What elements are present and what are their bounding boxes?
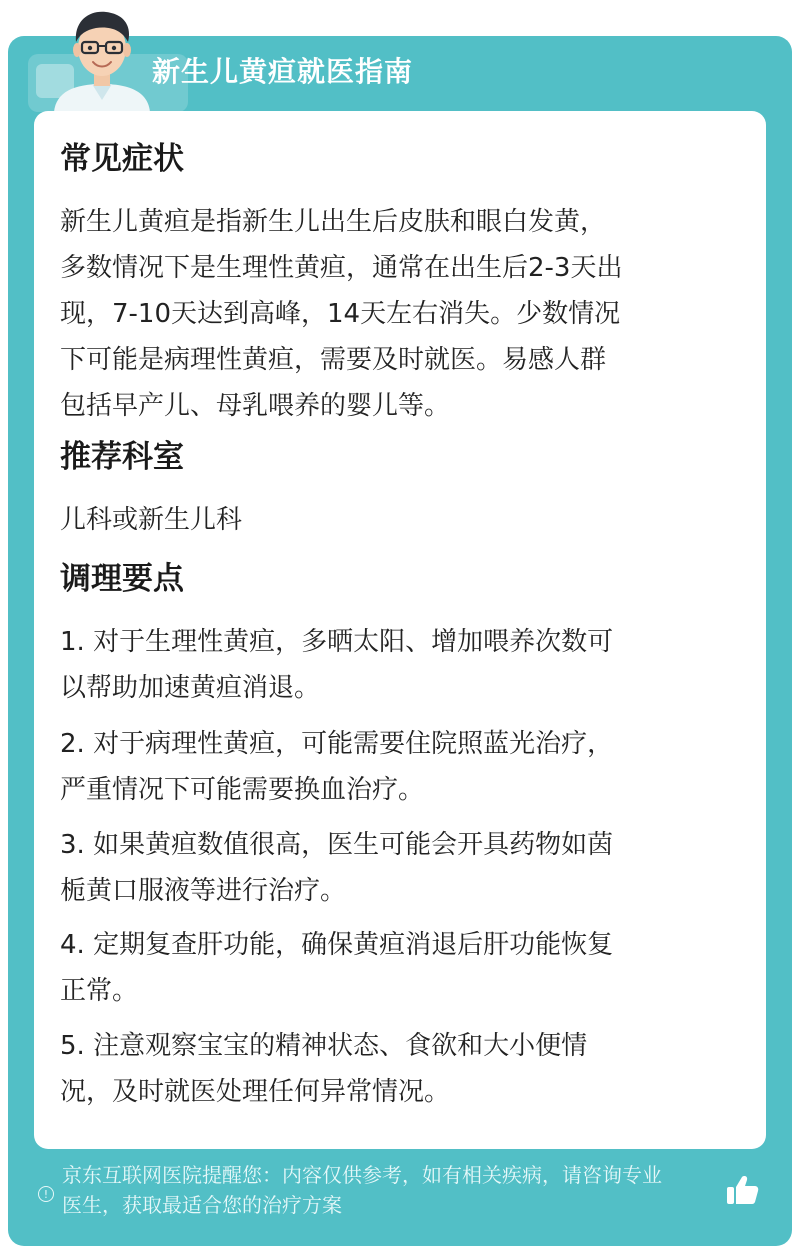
department-title: 推荐科室 [60, 439, 184, 475]
disclaimer-line: 医生，获取最适合您的治疗方案 [62, 1193, 342, 1217]
care-item-2 [60, 721, 740, 813]
department-text: 儿科或新生儿科 [60, 505, 243, 535]
symptoms-line: 下可能是病理性黄疸，需要及时就医。易感人群 [60, 345, 607, 375]
care-item-line: 栀黄口服液等进行治疗。 [60, 876, 347, 906]
care-title: 调理要点 [60, 561, 184, 597]
symptoms-title: 常见症状 [60, 141, 184, 177]
doctor-avatar-icon [46, 4, 158, 112]
care-item-line: 3. 如果黄疸数值很高，医生可能会开具药物如茵 [60, 830, 614, 860]
disclaimer-line: 京东互联网医院提醒您：内容仅供参考，如有相关疾病，请咨询专业 [62, 1163, 662, 1187]
care-item-3 [60, 822, 740, 914]
symptoms-line: 包括早产儿、母乳喂养的婴儿等。 [60, 391, 451, 421]
disclaimer-text [62, 1160, 722, 1220]
thumbs-up-icon[interactable] [724, 1172, 760, 1208]
info-icon: ! [38, 1186, 54, 1202]
page-title: 新生儿黄疸就医指南 [152, 55, 414, 88]
care-item-line: 正常。 [60, 976, 139, 1006]
care-item-4 [60, 922, 740, 1014]
symptoms-line: 现，7-10天达到高峰，14天左右消失。少数情况 [60, 299, 621, 329]
care-item-line: 4. 定期复查肝功能，确保黄疸消退后肝功能恢复 [60, 930, 614, 960]
care-item-line: 况，及时就医处理任何异常情况。 [60, 1077, 451, 1107]
symptoms-line: 多数情况下是生理性黄疸，通常在出生后2-3天出 [60, 253, 623, 283]
care-item-line: 1. 对于生理性黄疸，多晒太阳、增加喂养次数可 [60, 627, 614, 657]
care-item-line: 5. 注意观察宝宝的精神状态、食欲和大小便情 [60, 1031, 588, 1061]
care-item-5 [60, 1023, 740, 1115]
care-item-line: 严重情况下可能需要换血治疗。 [60, 775, 425, 805]
symptoms-text [60, 199, 740, 429]
care-item-line: 以帮助加速黄疸消退。 [60, 673, 321, 703]
care-item-line: 2. 对于病理性黄疸，可能需要住院照蓝光治疗， [60, 729, 614, 759]
symptoms-line: 新生儿黄疸是指新生儿出生后皮肤和眼白发黄， [60, 207, 607, 237]
care-item-1 [60, 619, 740, 711]
content-card [34, 111, 766, 1149]
